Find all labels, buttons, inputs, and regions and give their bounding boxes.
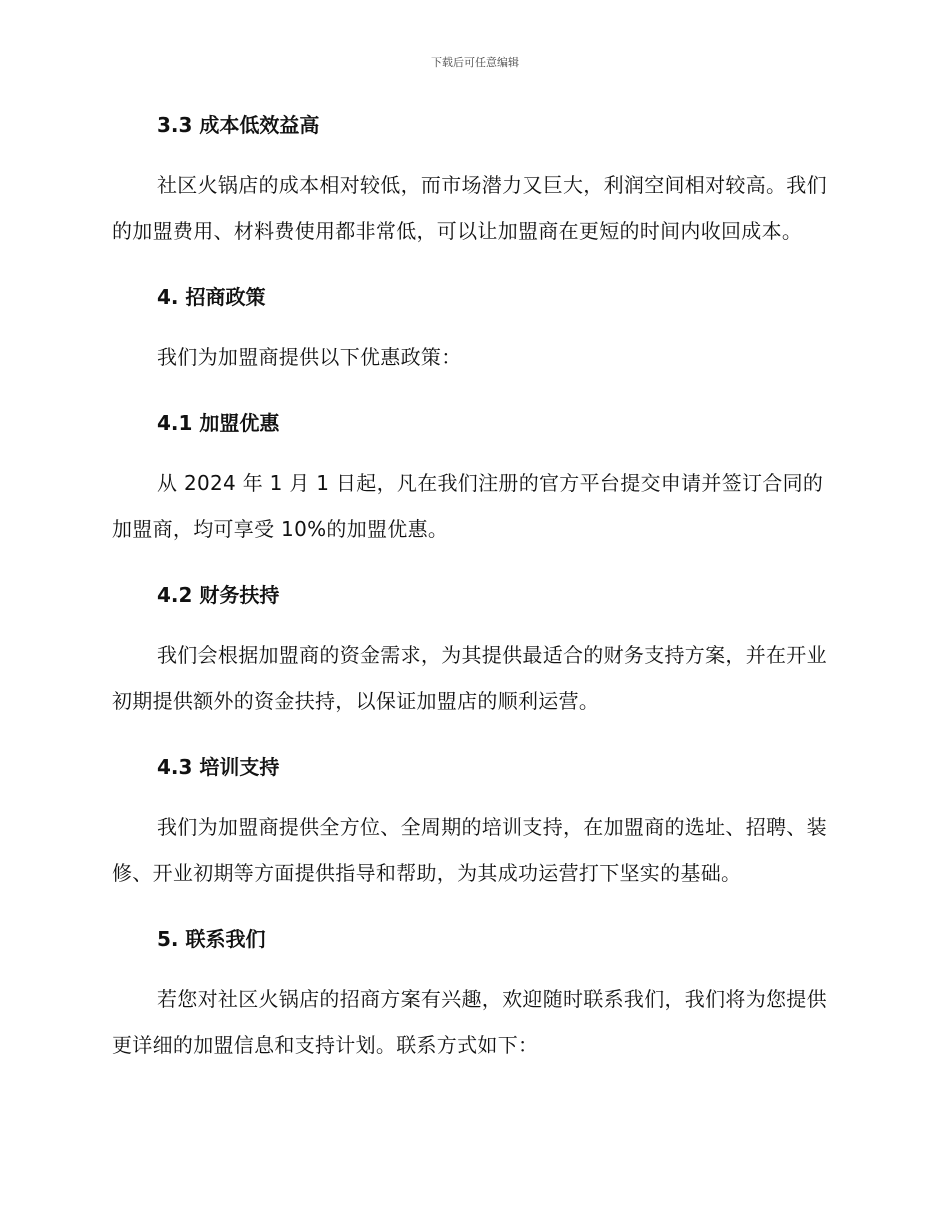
section-heading-4: 4. 招商政策 <box>157 285 266 309</box>
section-heading-5: 5. 联系我们 <box>157 927 266 951</box>
paragraph-policy-intro: 我们为加盟商提供以下优惠政策： <box>157 345 462 369</box>
section-heading-4-2: 4.2 财务扶持 <box>157 583 280 607</box>
paragraph-discount: 从 2024 年 1 月 1 日起，凡在我们注册的官方平台提交申请并签订合同的加盟商，均可享受 10%的加盟优惠。 <box>112 471 824 541</box>
paragraph-contact: 若您对社区火锅店的招商方案有兴趣，欢迎随时联系我们，我们将为您提供更详细的加盟信息和支持计划。联系方式如下： <box>112 987 827 1057</box>
document-body <box>112 110 832 1068</box>
header-note: 下载后可任意编辑 <box>431 56 519 69</box>
section-heading-3-3: 3.3 成本低效益高 <box>157 113 320 137</box>
paragraph-finance: 我们会根据加盟商的资金需求，为其提供最适合的财务支持方案，并在开业初期提供额外的资金扶持，以保证加盟店的顺利运营。 <box>112 643 827 713</box>
section-heading-4-1: 4.1 加盟优惠 <box>157 411 280 435</box>
paragraph-training: 我们为加盟商提供全方位、全周期的培训支持，在加盟商的选址、招聘、装修、开业初期等方面提供指导和帮助，为其成功运营打下坚实的基础。 <box>112 815 827 885</box>
paragraph-cost: 社区火锅店的成本相对较低，而市场潜力又巨大，利润空间相对较高。我们的加盟费用、材料费使用都非常低，可以让加盟商在更短的时间内收回成本。 <box>112 173 827 243</box>
section-heading-4-3: 4.3 培训支持 <box>157 755 280 779</box>
